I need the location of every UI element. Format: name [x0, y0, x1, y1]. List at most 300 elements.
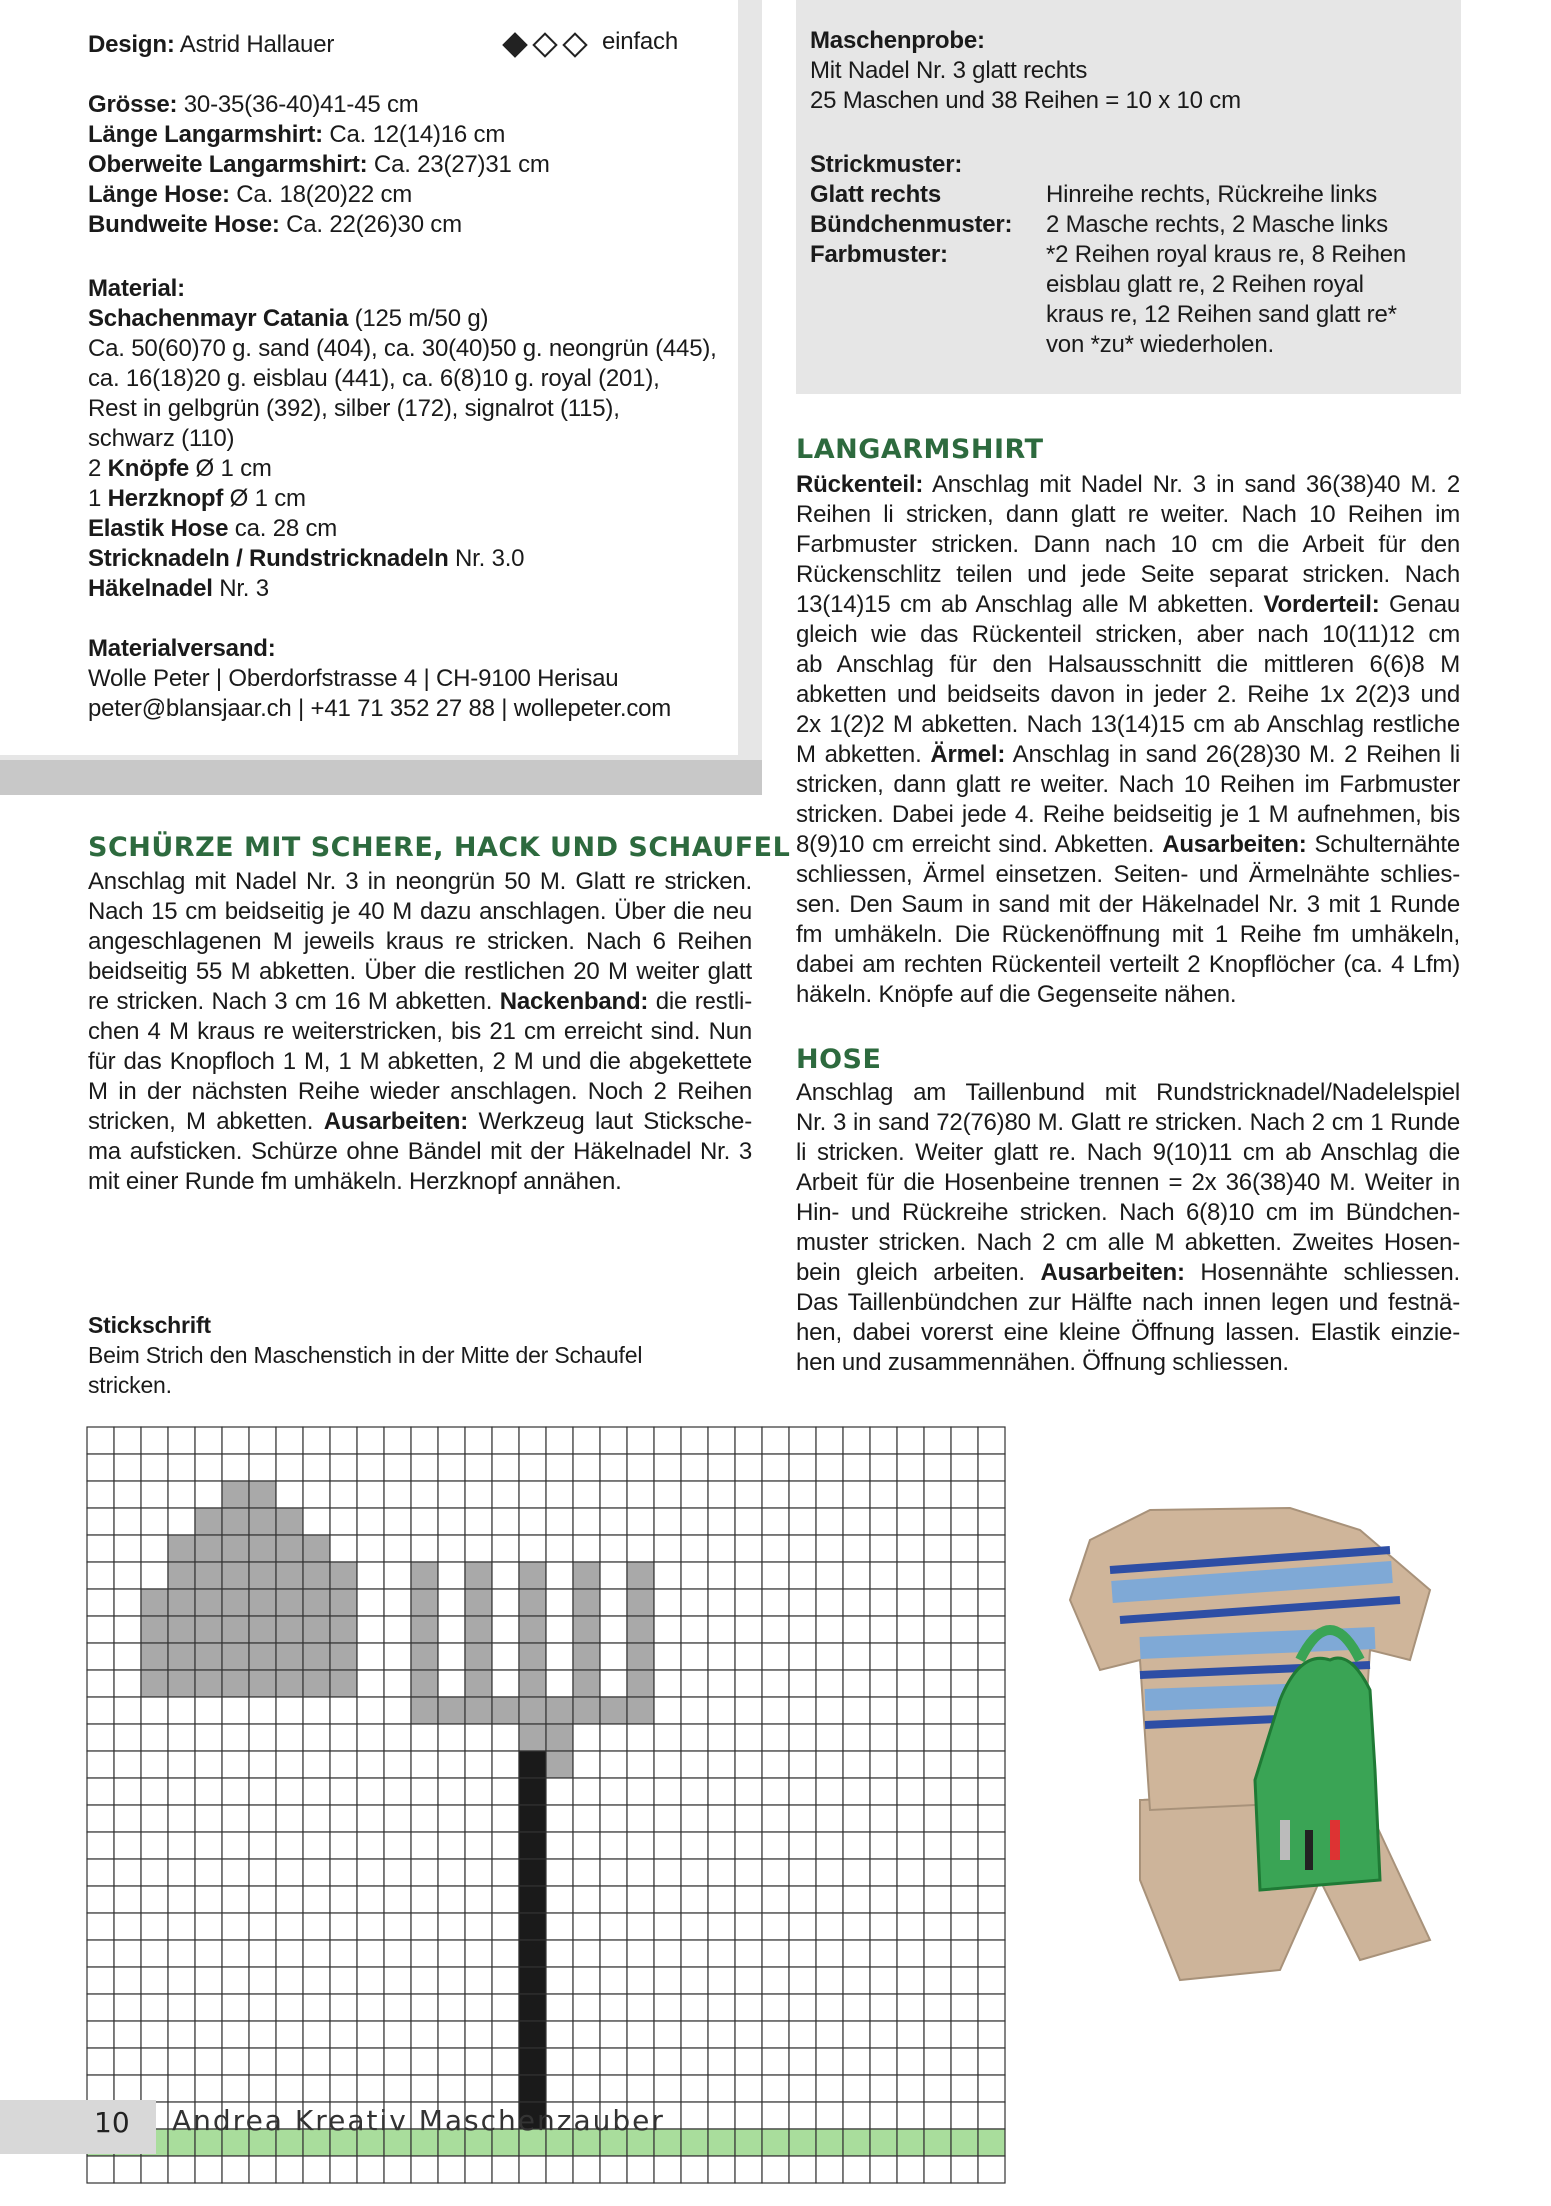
chart-cell-sand: [600, 1589, 627, 1616]
chart-cell-sand: [762, 1805, 789, 1832]
footer-page-tab: [0, 2100, 156, 2154]
chart-cell-sand: [627, 1805, 654, 1832]
chart-cell-gelbgrün: [681, 2129, 708, 2156]
chart-cell-sand: [330, 2021, 357, 2048]
chart-cell-sand: [249, 1913, 276, 1940]
chart-cell-sand: [816, 2156, 843, 2183]
chart-cell-sand: [924, 1832, 951, 1859]
text-line: Anschlag mit Nadel Nr. 3 in neongrün 50 M. Glatt re stricken.: [88, 868, 752, 895]
chart-cell-sand: [411, 1454, 438, 1481]
chart-cell-sand: [978, 1589, 1005, 1616]
chart-cell-sand: [465, 1778, 492, 1805]
chart-cell-sand: [627, 1535, 654, 1562]
chart-cell-sand: [114, 1697, 141, 1724]
chart-cell-sand: [924, 1778, 951, 1805]
chart-cell-sand: [870, 1859, 897, 1886]
chart-cell-sand: [492, 1454, 519, 1481]
chart-cell-sand: [357, 2021, 384, 2048]
chart-cell-silber: [222, 1481, 249, 1508]
chart-cell-sand: [843, 2021, 870, 2048]
chart-cell-sand: [384, 1508, 411, 1535]
chart-cell-sand: [195, 1697, 222, 1724]
chart-cell-silber: [330, 1670, 357, 1697]
chart-cell-sand: [951, 1562, 978, 1589]
chart-cell-sand: [843, 1832, 870, 1859]
chart-cell-sand: [708, 1508, 735, 1535]
chart-cell-sand: [357, 1616, 384, 1643]
chart-cell-sand: [411, 1508, 438, 1535]
chart-cell-sand: [546, 1940, 573, 1967]
chart-cell-sand: [789, 2048, 816, 2075]
chart-cell-sand: [546, 2021, 573, 2048]
chart-cell-sand: [600, 2048, 627, 2075]
chart-cell-sand: [600, 1562, 627, 1589]
chart-cell-sand: [762, 1994, 789, 2021]
chart-cell-sand: [843, 2156, 870, 2183]
langarmshirt-text: [796, 470, 1460, 1010]
chart-cell-sand: [438, 1481, 465, 1508]
shipping-contact: peter@blansjaar.ch | +41 71 352 27 88 | wollepeter.com: [88, 695, 672, 722]
chart-cell-sand: [897, 1913, 924, 1940]
chart-cell-sand: [762, 1562, 789, 1589]
chart-cell-sand: [168, 1886, 195, 1913]
chart-cell-sand: [762, 1427, 789, 1454]
chart-cell-sand: [492, 1670, 519, 1697]
chart-cell-sand: [654, 1535, 681, 1562]
chart-cell-sand: [951, 1913, 978, 1940]
chart-cell-sand: [735, 1454, 762, 1481]
chart-cell-sand: [546, 1454, 573, 1481]
chart-cell-sand: [357, 1859, 384, 1886]
chart-cell-sand: [951, 2102, 978, 2129]
chart-cell-sand: [195, 1859, 222, 1886]
chart-cell-sand: [465, 1454, 492, 1481]
chart-cell-sand: [951, 1778, 978, 1805]
gauge-needle: Mit Nadel Nr. 3 glatt rechts: [810, 57, 1088, 84]
chart-cell-sand: [789, 1508, 816, 1535]
chart-cell-sand: [276, 1859, 303, 1886]
chart-cell-sand: [681, 1616, 708, 1643]
chart-cell-sand: [249, 1994, 276, 2021]
chart-cell-sand: [141, 1967, 168, 1994]
chart-cell-sand: [762, 1832, 789, 1859]
chart-cell-sand: [114, 1481, 141, 1508]
chart-cell-sand: [654, 2021, 681, 2048]
chart-cell-sand: [465, 1832, 492, 1859]
text-line: Farbmuster stricken. Dann nach 10 cm die Arbeit für den: [796, 531, 1460, 558]
chart-cell-sand: [438, 1940, 465, 1967]
chart-cell-silber: [249, 1481, 276, 1508]
chart-cell-sand: [654, 1508, 681, 1535]
chart-cell-sand: [924, 1859, 951, 1886]
chart-cell-sand: [897, 1670, 924, 1697]
chart-cell-sand: [303, 1940, 330, 1967]
chart-cell-sand: [384, 1805, 411, 1832]
chart-cell-sand: [87, 1535, 114, 1562]
chart-cell-sand: [573, 1427, 600, 1454]
chart-cell-sand: [114, 1589, 141, 1616]
chart-cell-sand: [87, 1454, 114, 1481]
chart-cell-sand: [141, 1913, 168, 1940]
material-list: [88, 274, 717, 604]
chart-cell-sand: [870, 1697, 897, 1724]
chart-cell-sand: [843, 1454, 870, 1481]
size-line: Bundweite Hose: Ca. 22(26)30 cm: [88, 211, 462, 238]
chart-cell-sand: [330, 1535, 357, 1562]
chart-cell-sand: [438, 1427, 465, 1454]
chart-cell-sand: [978, 1535, 1005, 1562]
chart-cell-sand: [951, 1805, 978, 1832]
chart-cell-sand: [924, 1994, 951, 2021]
chart-cell-sand: [843, 1859, 870, 1886]
chart-cell-sand: [573, 1967, 600, 1994]
chart-cell-sand: [600, 1751, 627, 1778]
chart-cell-sand: [168, 1751, 195, 1778]
chart-cell-gelbgrün: [924, 2129, 951, 2156]
chart-cell-sand: [816, 1616, 843, 1643]
chart-cell-sand: [681, 1751, 708, 1778]
chart-cell-sand: [465, 1535, 492, 1562]
chart-cell-sand: [924, 2048, 951, 2075]
chart-cell-silber: [573, 1670, 600, 1697]
chart-cell-sand: [870, 2048, 897, 2075]
chart-cell-sand: [708, 1886, 735, 1913]
chart-cell-sand: [357, 1508, 384, 1535]
material-heart-button: 1 Herzknopf Ø 1 cm: [88, 485, 306, 512]
chart-cell-gelbgrün: [978, 2129, 1005, 2156]
text-line: 8(9)10 cm erreicht sind. Abketten. Ausarbeiten: Schulternähte: [796, 831, 1460, 858]
chart-cell-sand: [789, 1535, 816, 1562]
chart-cell-sand: [708, 2102, 735, 2129]
chart-cell-sand: [654, 1751, 681, 1778]
chart-cell-sand: [627, 1481, 654, 1508]
chart-cell-sand: [276, 1778, 303, 1805]
chart-cell-silber: [222, 1562, 249, 1589]
chart-cell-sand: [600, 1967, 627, 1994]
chart-cell-sand: [681, 1832, 708, 1859]
chart-cell-silber: [303, 1562, 330, 1589]
chart-cell-sand: [222, 1751, 249, 1778]
chart-cell-sand: [951, 2075, 978, 2102]
chart-cell-sand: [492, 2048, 519, 2075]
chart-cell-sand: [249, 2075, 276, 2102]
chart-cell-sand: [438, 1886, 465, 1913]
gauge-stitches: 25 Maschen und 38 Reihen = 10 x 10 cm: [810, 87, 1241, 114]
chart-cell-sand: [600, 1832, 627, 1859]
chart-cell-sand: [87, 2048, 114, 2075]
chart-cell-sand: [276, 2048, 303, 2075]
pattern-continued: kraus re, 12 Reihen sand glatt re*: [1046, 301, 1397, 328]
chart-cell-sand: [546, 1535, 573, 1562]
chart-cell-sand: [762, 2156, 789, 2183]
chart-cell-sand: [627, 2156, 654, 2183]
chart-cell-sand: [600, 2156, 627, 2183]
chart-cell-sand: [384, 2048, 411, 2075]
chart-cell-sand: [357, 1724, 384, 1751]
chart-cell-sand: [789, 2021, 816, 2048]
chart-cell-sand: [492, 2021, 519, 2048]
chart-cell-sand: [924, 1535, 951, 1562]
chart-cell-sand: [195, 1832, 222, 1859]
chart-cell-sand: [924, 1427, 951, 1454]
chart-cell-sand: [357, 1562, 384, 1589]
text-line: Hin- und Rückreihe stricken. Nach 6(8)10 cm im Bündchen-: [796, 1199, 1460, 1226]
chart-cell-silber: [465, 1697, 492, 1724]
chart-cell-sand: [141, 1454, 168, 1481]
chart-cell-sand: [168, 1454, 195, 1481]
chart-cell-sand: [735, 2156, 762, 2183]
chart-cell-sand: [438, 2075, 465, 2102]
chart-cell-sand: [789, 1697, 816, 1724]
chart-cell-sand: [897, 1589, 924, 1616]
chart-cell-sand: [600, 1454, 627, 1481]
material-line: schwarz (110): [88, 425, 235, 452]
chart-cell-sand: [762, 2048, 789, 2075]
chart-cell-silber: [519, 1697, 546, 1724]
chart-cell-sand: [762, 1535, 789, 1562]
chart-cell-sand: [384, 1994, 411, 2021]
chart-cell-sand: [384, 1589, 411, 1616]
chart-cell-sand: [303, 1697, 330, 1724]
chart-cell-sand: [357, 1454, 384, 1481]
chart-cell-schwarz: [519, 1886, 546, 1913]
chart-cell-sand: [195, 1913, 222, 1940]
designer-value: Astrid Hallauer: [174, 31, 335, 58]
chart-cell-sand: [654, 1832, 681, 1859]
chart-cell-schwarz: [519, 1994, 546, 2021]
chart-cell-sand: [843, 1535, 870, 1562]
chart-cell-sand: [168, 2021, 195, 2048]
chart-cell-silber: [168, 1589, 195, 1616]
chart-cell-sand: [843, 1913, 870, 1940]
chart-cell-sand: [438, 1805, 465, 1832]
chart-cell-sand: [546, 2156, 573, 2183]
text-line: für das Knopfloch 1 M, 1 M abketten, 2 M und die abgekettete: [88, 1048, 752, 1075]
chart-cell-sand: [357, 1940, 384, 1967]
chart-cell-sand: [951, 1832, 978, 1859]
gauge-content: [810, 26, 1450, 116]
chart-cell-silber: [249, 1589, 276, 1616]
chart-cell-sand: [573, 1535, 600, 1562]
chart-cell-sand: [978, 2021, 1005, 2048]
chart-cell-sand: [573, 1886, 600, 1913]
chart-cell-sand: [708, 1751, 735, 1778]
chart-cell-sand: [222, 1427, 249, 1454]
chart-cell-sand: [681, 1454, 708, 1481]
schuerze-text: [88, 867, 752, 1197]
chart-cell-sand: [843, 1643, 870, 1670]
chart-cell-sand: [708, 1913, 735, 1940]
chart-cell-sand: [276, 1481, 303, 1508]
chart-cell-sand: [384, 1562, 411, 1589]
chart-cell-sand: [303, 1508, 330, 1535]
chart-cell-sand: [870, 1508, 897, 1535]
chart-cell-sand: [897, 2102, 924, 2129]
chart-cell-gelbgrün: [789, 2129, 816, 2156]
chart-cell-sand: [816, 2021, 843, 2048]
chart-cell-sand: [141, 1805, 168, 1832]
chart-cell-sand: [924, 1508, 951, 1535]
chart-cell-sand: [168, 1940, 195, 1967]
chart-cell-sand: [276, 1832, 303, 1859]
chart-cell-sand: [897, 2075, 924, 2102]
chart-cell-sand: [708, 2156, 735, 2183]
chart-cell-sand: [114, 1913, 141, 1940]
chart-cell-sand: [87, 1724, 114, 1751]
chart-cell-sand: [249, 1778, 276, 1805]
chart-cell-sand: [411, 2048, 438, 2075]
chart-cell-sand: [951, 1859, 978, 1886]
chart-cell-sand: [465, 2075, 492, 2102]
chart-cell-sand: [438, 1994, 465, 2021]
chart-cell-sand: [195, 2021, 222, 2048]
chart-cell-sand: [951, 2156, 978, 2183]
chart-cell-sand: [465, 1886, 492, 1913]
chart-cell-sand: [924, 1940, 951, 1967]
chart-cell-sand: [762, 1859, 789, 1886]
chart-cell-sand: [87, 2075, 114, 2102]
chart-cell-sand: [249, 2048, 276, 2075]
chart-cell-sand: [870, 1427, 897, 1454]
chart-cell-silber: [465, 1670, 492, 1697]
chart-cell-sand: [357, 1913, 384, 1940]
chart-cell-sand: [978, 1724, 1005, 1751]
chart-cell-silber: [465, 1562, 492, 1589]
chart-cell-sand: [951, 1454, 978, 1481]
chart-cell-sand: [978, 1508, 1005, 1535]
chart-cell-sand: [519, 1427, 546, 1454]
chart-cell-sand: [411, 1994, 438, 2021]
chart-cell-silber: [141, 1670, 168, 1697]
chart-cell-sand: [141, 1535, 168, 1562]
material-heading: Material:: [88, 275, 185, 302]
chart-cell-sand: [978, 1913, 1005, 1940]
chart-cell-sand: [951, 2021, 978, 2048]
chart-cell-sand: [600, 1535, 627, 1562]
chart-cell-silber: [222, 1670, 249, 1697]
chart-cell-silber: [303, 1670, 330, 1697]
chart-cell-sand: [519, 2156, 546, 2183]
chart-cell-sand: [546, 1994, 573, 2021]
chart-cell-sand: [303, 1481, 330, 1508]
chart-cell-sand: [465, 1940, 492, 1967]
chart-cell-silber: [492, 1697, 519, 1724]
chart-cell-sand: [330, 2156, 357, 2183]
chart-cell-sand: [546, 1886, 573, 1913]
chart-cell-sand: [681, 1913, 708, 1940]
chart-cell-sand: [789, 2075, 816, 2102]
chart-cell-sand: [654, 1616, 681, 1643]
chart-cell-sand: [546, 1643, 573, 1670]
chart-cell-sand: [870, 1832, 897, 1859]
chart-cell-sand: [708, 1967, 735, 1994]
chart-cell-sand: [762, 1670, 789, 1697]
chart-cell-sand: [276, 1427, 303, 1454]
chart-cell-sand: [897, 1859, 924, 1886]
chart-cell-sand: [897, 1481, 924, 1508]
chart-cell-sand: [222, 1940, 249, 1967]
chart-cell-silber: [627, 1589, 654, 1616]
chart-cell-sand: [843, 1508, 870, 1535]
text-line: Nach 15 cm beidseitig je 40 M dazu anschlagen. Über die neu: [88, 898, 752, 925]
chart-cell-sand: [843, 1481, 870, 1508]
chart-cell-sand: [168, 2156, 195, 2183]
chart-cell-sand: [735, 1697, 762, 1724]
chart-cell-sand: [708, 1427, 735, 1454]
chart-cell-sand: [519, 1454, 546, 1481]
chart-cell-sand: [708, 1643, 735, 1670]
chart-cell-sand: [438, 1643, 465, 1670]
chart-cell-sand: [762, 2102, 789, 2129]
chart-cell-sand: [114, 1427, 141, 1454]
chart-cell-sand: [816, 1535, 843, 1562]
chart-cell-sand: [708, 1697, 735, 1724]
chart-cell-sand: [978, 1967, 1005, 1994]
chart-cell-sand: [492, 1751, 519, 1778]
material-shipping: [88, 634, 671, 724]
chart-cell-sand: [249, 1427, 276, 1454]
chart-cell-sand: [924, 1589, 951, 1616]
chart-cell-sand: [168, 1913, 195, 1940]
chart-cell-sand: [492, 1886, 519, 1913]
difficulty-empty-diamond-icon: [532, 32, 557, 57]
chart-cell-silber: [168, 1670, 195, 1697]
material-line: Rest in gelbgrün (392), silber (172), signalrot (115),: [88, 395, 620, 422]
chart-cell-sand: [114, 1859, 141, 1886]
chart-cell-sand: [789, 1751, 816, 1778]
chart-cell-sand: [114, 1751, 141, 1778]
text-line: Rückenschlitz teilen und jede Seite separat stricken. Nach: [796, 561, 1460, 588]
chart-cell-sand: [789, 1778, 816, 1805]
chart-cell-sand: [465, 2021, 492, 2048]
chart-cell-sand: [735, 1751, 762, 1778]
chart-cell-schwarz: [519, 2075, 546, 2102]
chart-cell-sand: [492, 1589, 519, 1616]
chart-cell-sand: [978, 1562, 1005, 1589]
chart-cell-sand: [546, 1481, 573, 1508]
chart-cell-sand: [735, 1724, 762, 1751]
chart-cell-sand: [978, 1697, 1005, 1724]
chart-cell-sand: [492, 1562, 519, 1589]
chart-cell-sand: [870, 2102, 897, 2129]
chart-cell-sand: [870, 1616, 897, 1643]
chart-cell-sand: [789, 1616, 816, 1643]
chart-cell-sand: [114, 1805, 141, 1832]
size-list: [88, 90, 550, 240]
chart-cell-silber: [222, 1643, 249, 1670]
chart-cell-sand: [438, 2021, 465, 2048]
chart-cell-sand: [357, 1670, 384, 1697]
chart-cell-sand: [681, 1481, 708, 1508]
chart-cell-sand: [951, 1994, 978, 2021]
chart-cell-sand: [789, 1967, 816, 1994]
chart-cell-sand: [465, 1427, 492, 1454]
chart-cell-sand: [600, 1859, 627, 1886]
chart-cell-sand: [546, 1616, 573, 1643]
chart-cell-sand: [681, 2156, 708, 2183]
chart-cell-sand: [735, 1805, 762, 1832]
chart-cell-sand: [951, 1751, 978, 1778]
chart-cell-sand: [600, 1508, 627, 1535]
chart-cell-sand: [87, 1697, 114, 1724]
chart-cell-sand: [222, 1697, 249, 1724]
chart-cell-sand: [222, 1805, 249, 1832]
chart-cell-schwarz: [519, 1778, 546, 1805]
chart-cell-sand: [681, 1940, 708, 1967]
chart-cell-sand: [195, 1940, 222, 1967]
chart-cell-sand: [654, 2156, 681, 2183]
chart-cell-sand: [384, 2021, 411, 2048]
